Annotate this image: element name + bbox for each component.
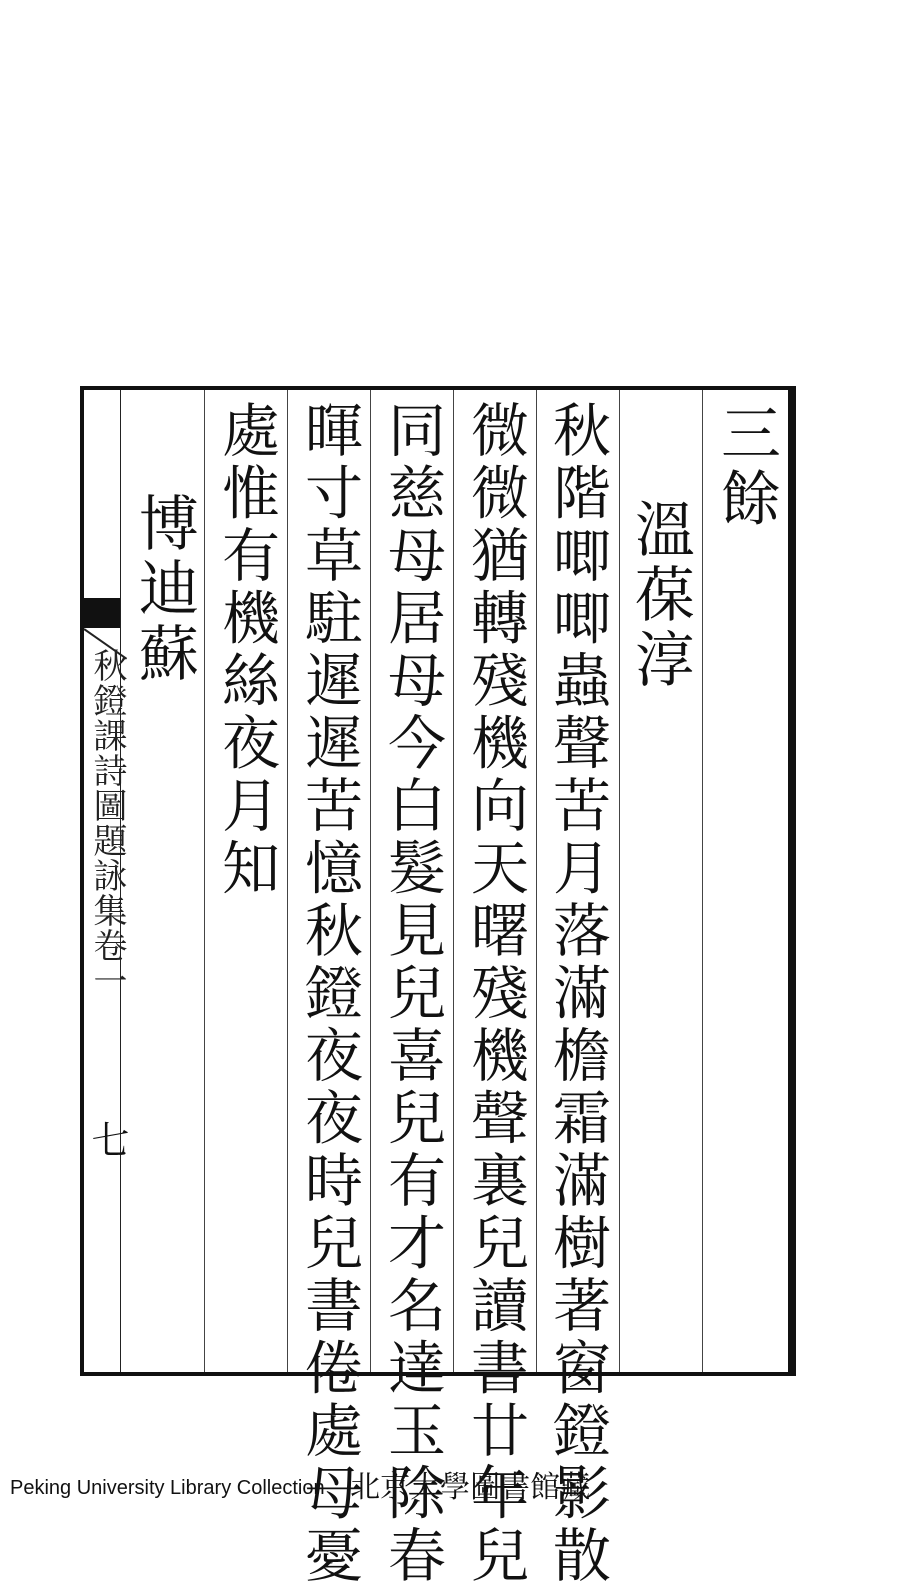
column-rule bbox=[702, 390, 703, 1372]
fish-tail-mark bbox=[80, 598, 120, 628]
poem-line-5: 處惟有機絲夜月知 bbox=[212, 400, 280, 900]
collection-credit bbox=[10, 1462, 590, 1506]
section-title: 三餘 bbox=[711, 402, 781, 532]
poem-line-4: 暉寸草駐遲遲苦憶秋鐙夜夜時兒書倦處母憂 bbox=[295, 400, 363, 1588]
column-rule bbox=[453, 390, 454, 1372]
column-rule bbox=[204, 390, 205, 1372]
collection-credit-en: Peking University Library Collection bbox=[10, 1477, 325, 1499]
spine-page-number: 七 bbox=[85, 1120, 129, 1158]
spine-book-title: 秋鐙課詩圖題詠集卷一 bbox=[87, 648, 127, 998]
column-rule bbox=[619, 390, 620, 1372]
column-rule bbox=[536, 390, 537, 1372]
collection-credit-cn: 北京大學圖書館藏 bbox=[350, 1470, 591, 1505]
column-rule bbox=[370, 390, 371, 1372]
poem-line-2: 微微猶轉殘機向天曙殘機聲裏兒讀書廿年兒 bbox=[461, 400, 529, 1588]
poem-line-3: 同慈母居母今白髮見兒喜兒有才名達玉除春 bbox=[378, 400, 446, 1588]
poem-line-1: 秋階唧唧蟲聲苦月落滿檐霜滿樹著窗鐙影散 bbox=[543, 400, 611, 1588]
author-name: 博迪蘇 bbox=[129, 492, 199, 687]
column-rule bbox=[287, 390, 288, 1372]
author-name: 溫葆淳 bbox=[625, 498, 695, 693]
